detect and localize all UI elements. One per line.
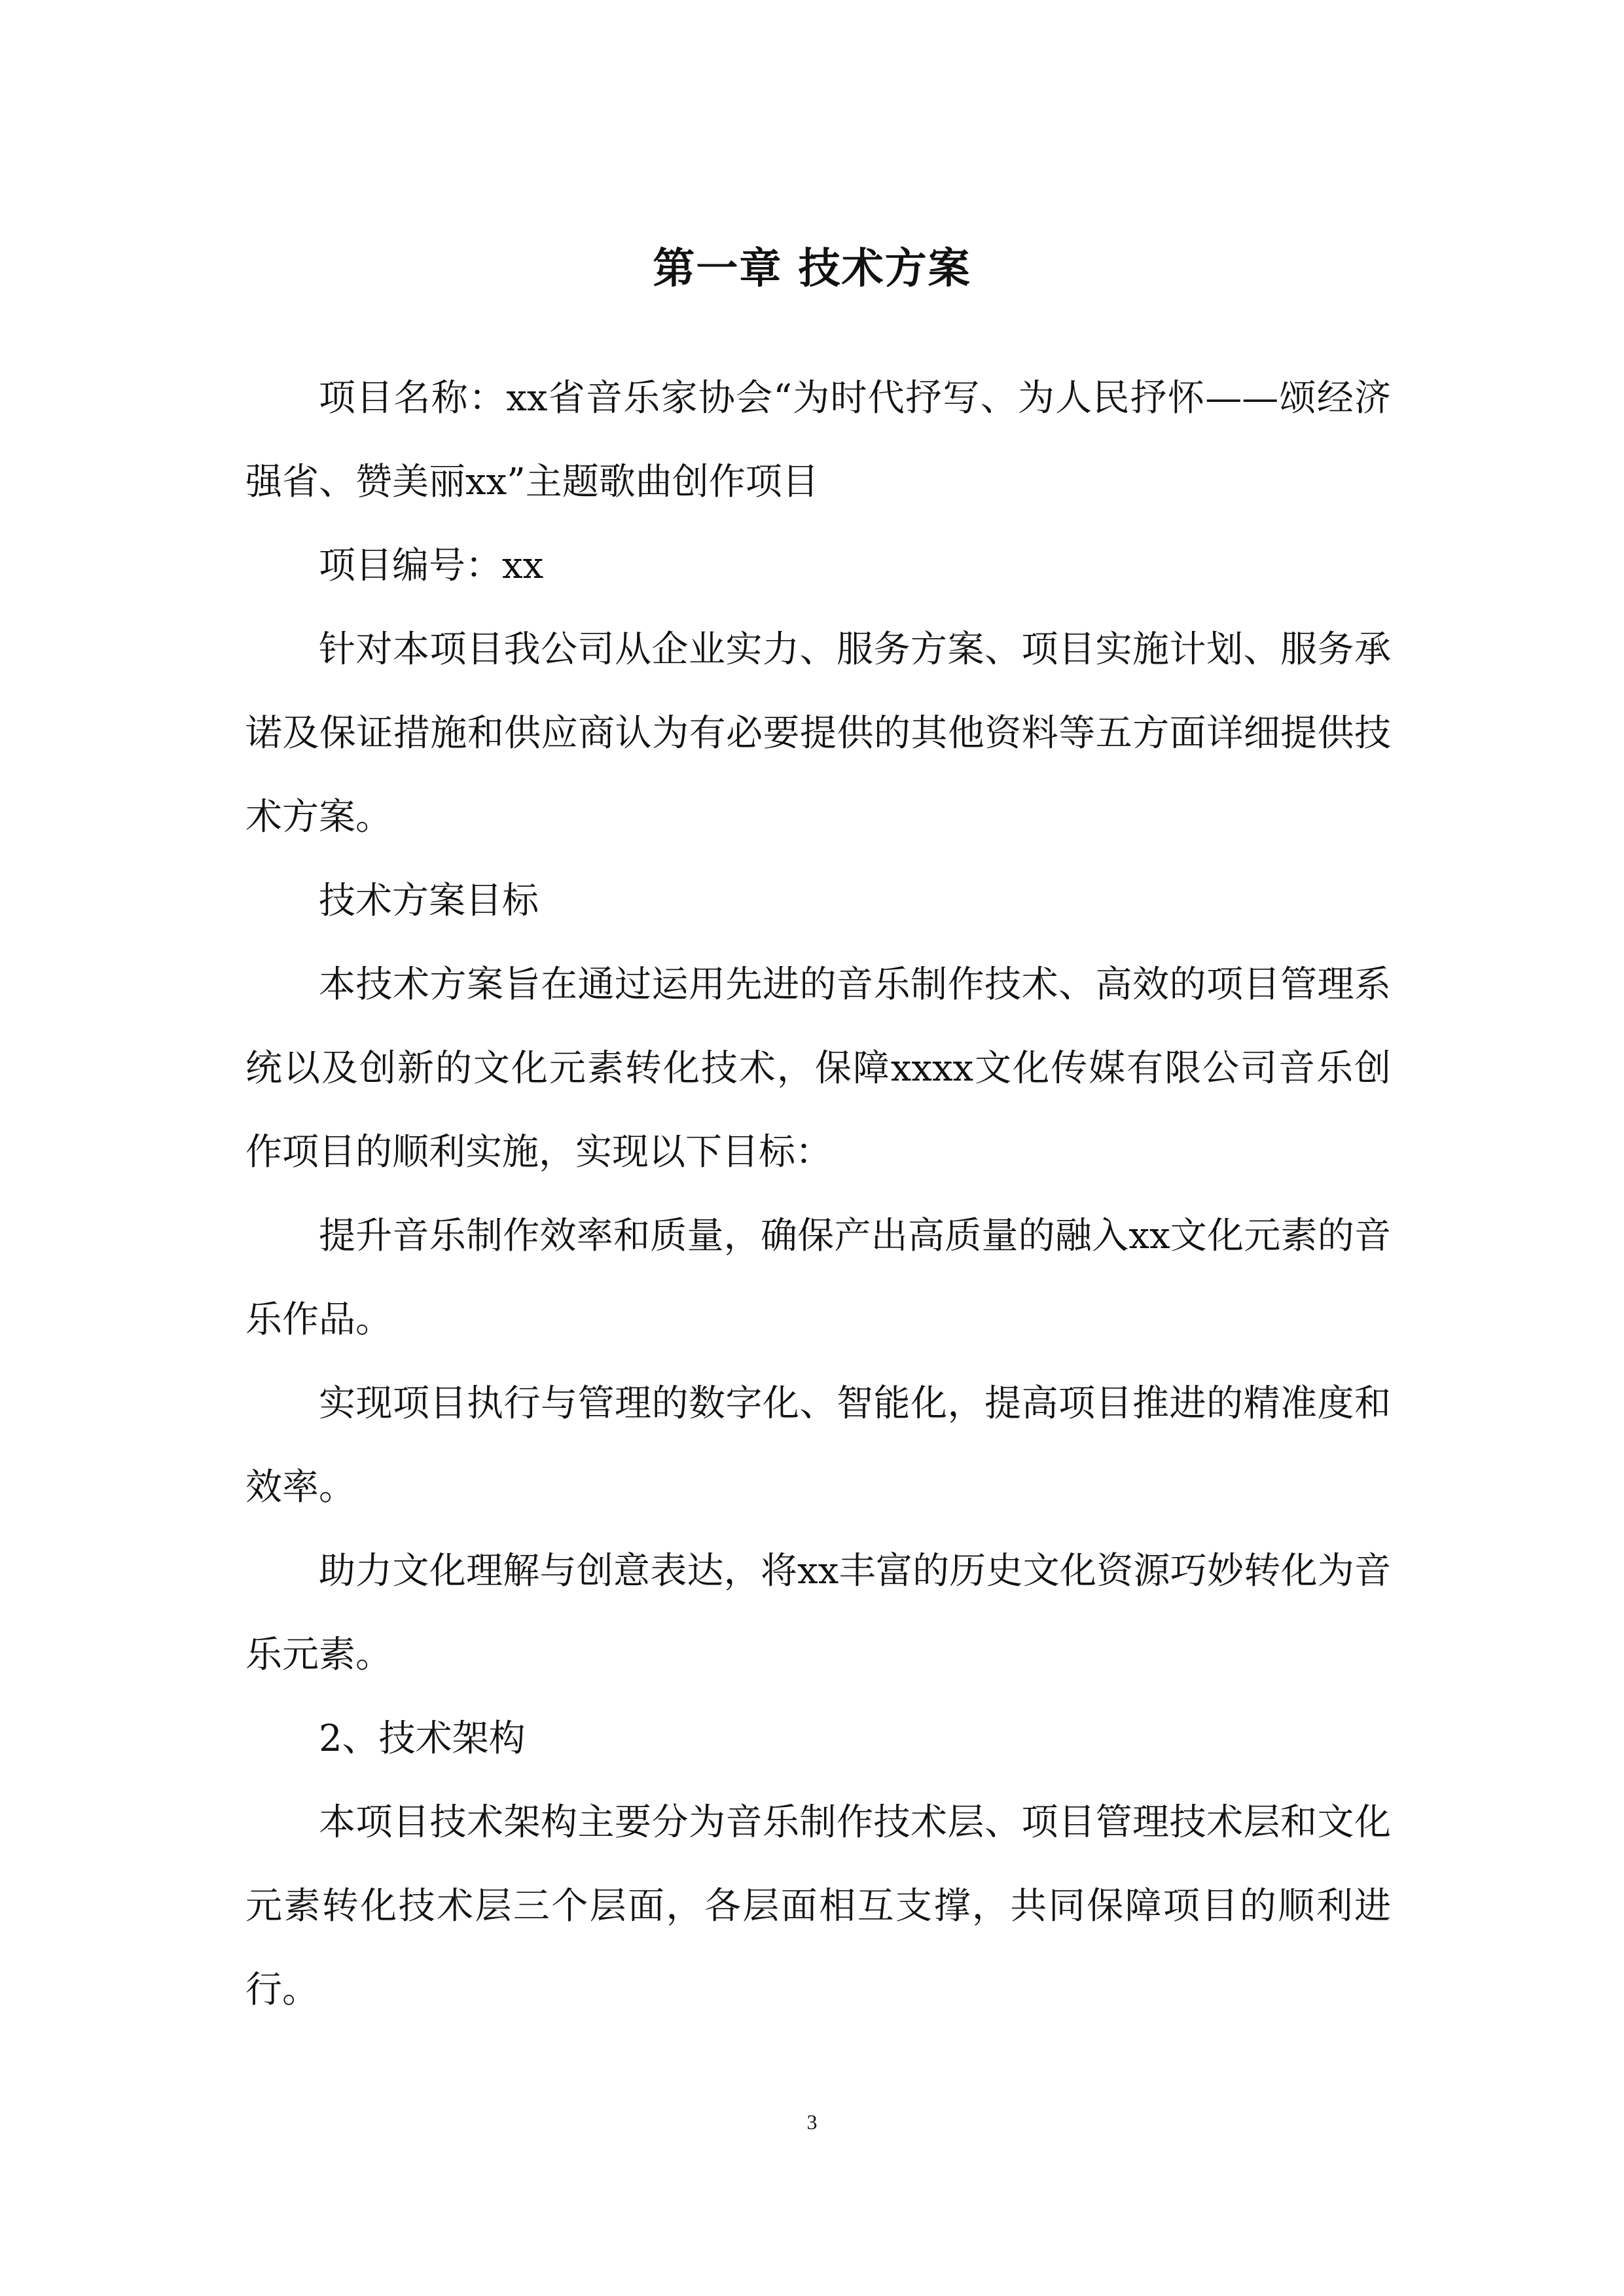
technical-plan-overview-paragraph: 针对本项目我公司从企业实力、服务方案、项目实施计划、服务承诺及保证措施和供应商认为有必要提供的其他资料等五方面详细提供技术方案。 <box>245 628 1391 838</box>
technical-objectives-heading: 技术方案目标 <box>319 880 539 922</box>
technical-architecture-heading: 2、技术架构 <box>319 1717 526 1760</box>
body-text <box>245 357 1391 2032</box>
objective-quality-paragraph: 提升音乐制作效率和质量，确保产出高质量的融入xx文化元素的音乐作品。 <box>245 1215 1391 1341</box>
objectives-intro-paragraph: 本技术方案旨在通过运用先进的音乐制作技术、高效的项目管理系统以及创新的文化元素转化技术，保障xxxx文化传媒有限公司音乐创作项目的顺利实施，实现以下目标： <box>245 963 1391 1174</box>
objective-digital-paragraph: 实现项目执行与管理的数字化、智能化，提高项目推进的精准度和效率。 <box>245 1382 1391 1509</box>
chapter-title: 第一章 技术方案 <box>653 244 971 293</box>
page-number: 3 <box>806 2110 818 2134</box>
technical-architecture-paragraph: 本项目技术架构主要分为音乐制作技术层、项目管理技术层和文化元素转化技术层三个层面，各层面相互支撑，共同保障项目的顺利进行。 <box>245 1801 1391 2011</box>
project-number-paragraph: 项目编号：xx <box>319 545 544 587</box>
project-name-paragraph: 项目名称：xx省音乐家协会“为时代抒写、为人民抒怀——颂经济强省、赞美丽xx”主题歌曲创作项目 <box>245 377 1391 503</box>
objective-culture-paragraph: 助力文化理解与创意表达，将xx丰富的历史文化资源巧妙转化为音乐元素。 <box>245 1550 1391 1676</box>
